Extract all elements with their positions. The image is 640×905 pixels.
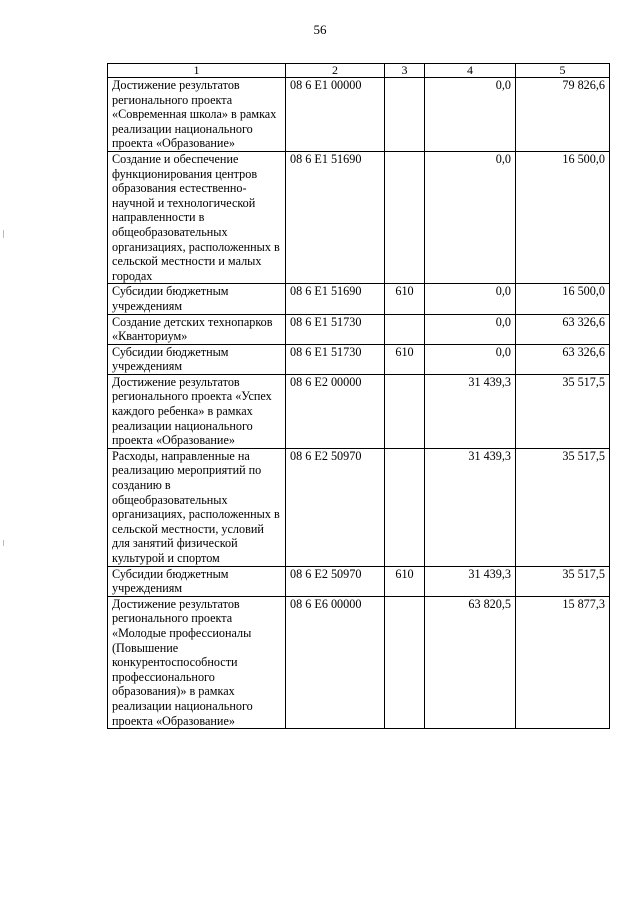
row-name-cell: Субсидии бюджетным учреждениям [108,284,286,314]
row-value-4-cell: 31 439,3 [425,448,516,566]
column-header: 4 [425,64,516,78]
table-row [108,374,610,448]
table-row [108,448,610,566]
row-value-4-cell: 0,0 [425,78,516,152]
scan-edge-mark [3,540,4,546]
page-number: 56 [313,22,327,37]
row-code-cell: 08 6 E1 51730 [286,344,385,374]
row-expense-type-cell [385,596,425,728]
row-name-cell: Субсидии бюджетным учреждениям [108,344,286,374]
table-row [108,344,610,374]
row-expense-type-cell [385,374,425,448]
row-name-cell: Достижение результатов регионального проекта «Современная школа» в рамках реализации национального проекта «Образование» [108,78,286,152]
row-code-cell: 08 6 E2 50970 [286,448,385,566]
row-value-4-cell: 63 820,5 [425,596,516,728]
table-row [108,566,610,596]
table-row [108,284,610,314]
row-value-5-cell: 16 500,0 [516,151,610,283]
scan-edge-mark [3,230,4,238]
row-expense-type-cell [385,78,425,152]
budget-table [107,63,610,729]
row-value-4-cell: 0,0 [425,151,516,283]
row-name-cell: Достижение результатов регионального проекта «Успех каждого ребенка» в рамках реализации национального проекта «Образование» [108,374,286,448]
row-code-cell: 08 6 E1 00000 [286,78,385,152]
row-value-4-cell: 0,0 [425,284,516,314]
row-code-cell: 08 6 E6 00000 [286,596,385,728]
row-name-cell: Расходы, направленные на реализацию мероприятий по созданию в общеобразовательных организациях, расположенных в сельской местности, условий для занятий физической культурой и спортом [108,448,286,566]
row-code-cell: 08 6 E2 00000 [286,374,385,448]
column-header: 1 [108,64,286,78]
row-value-5-cell: 35 517,5 [516,566,610,596]
row-expense-type-cell [385,151,425,283]
row-value-5-cell: 35 517,5 [516,448,610,566]
row-code-cell: 08 6 E1 51690 [286,151,385,283]
row-code-cell: 08 6 E1 51730 [286,314,385,344]
row-expense-type-cell: 610 [385,284,425,314]
table-row [108,314,610,344]
row-value-4-cell: 0,0 [425,344,516,374]
row-value-5-cell: 63 326,6 [516,314,610,344]
row-expense-type-cell [385,314,425,344]
table-row [108,596,610,728]
row-value-5-cell: 79 826,6 [516,78,610,152]
column-header: 5 [516,64,610,78]
row-value-5-cell: 16 500,0 [516,284,610,314]
row-code-cell: 08 6 E1 51690 [286,284,385,314]
row-expense-type-cell [385,448,425,566]
row-value-5-cell: 15 877,3 [516,596,610,728]
table-header-row [108,64,610,78]
row-value-5-cell: 35 517,5 [516,374,610,448]
row-value-5-cell: 63 326,6 [516,344,610,374]
row-value-4-cell: 31 439,3 [425,566,516,596]
row-name-cell: Достижение результатов регионального проекта «Молодые профессионалы (Повышение конкурентоспособности профессионального образования)» в рамках реализации национального проекта «Образование» [108,596,286,728]
row-name-cell: Субсидии бюджетным учреждениям [108,566,286,596]
row-name-cell: Создание детских технопарков «Кванториум» [108,314,286,344]
column-header: 3 [385,64,425,78]
row-value-4-cell: 0,0 [425,314,516,344]
row-value-4-cell: 31 439,3 [425,374,516,448]
table-row [108,151,610,283]
row-expense-type-cell: 610 [385,566,425,596]
row-code-cell: 08 6 E2 50970 [286,566,385,596]
row-name-cell: Создание и обеспечение функционирования центров образования естественно-научной и технологической направленности в общеобразовательных организациях, расположенных в сельской местности и малых городах [108,151,286,283]
row-expense-type-cell: 610 [385,344,425,374]
column-header: 2 [286,64,385,78]
table-row [108,78,610,152]
